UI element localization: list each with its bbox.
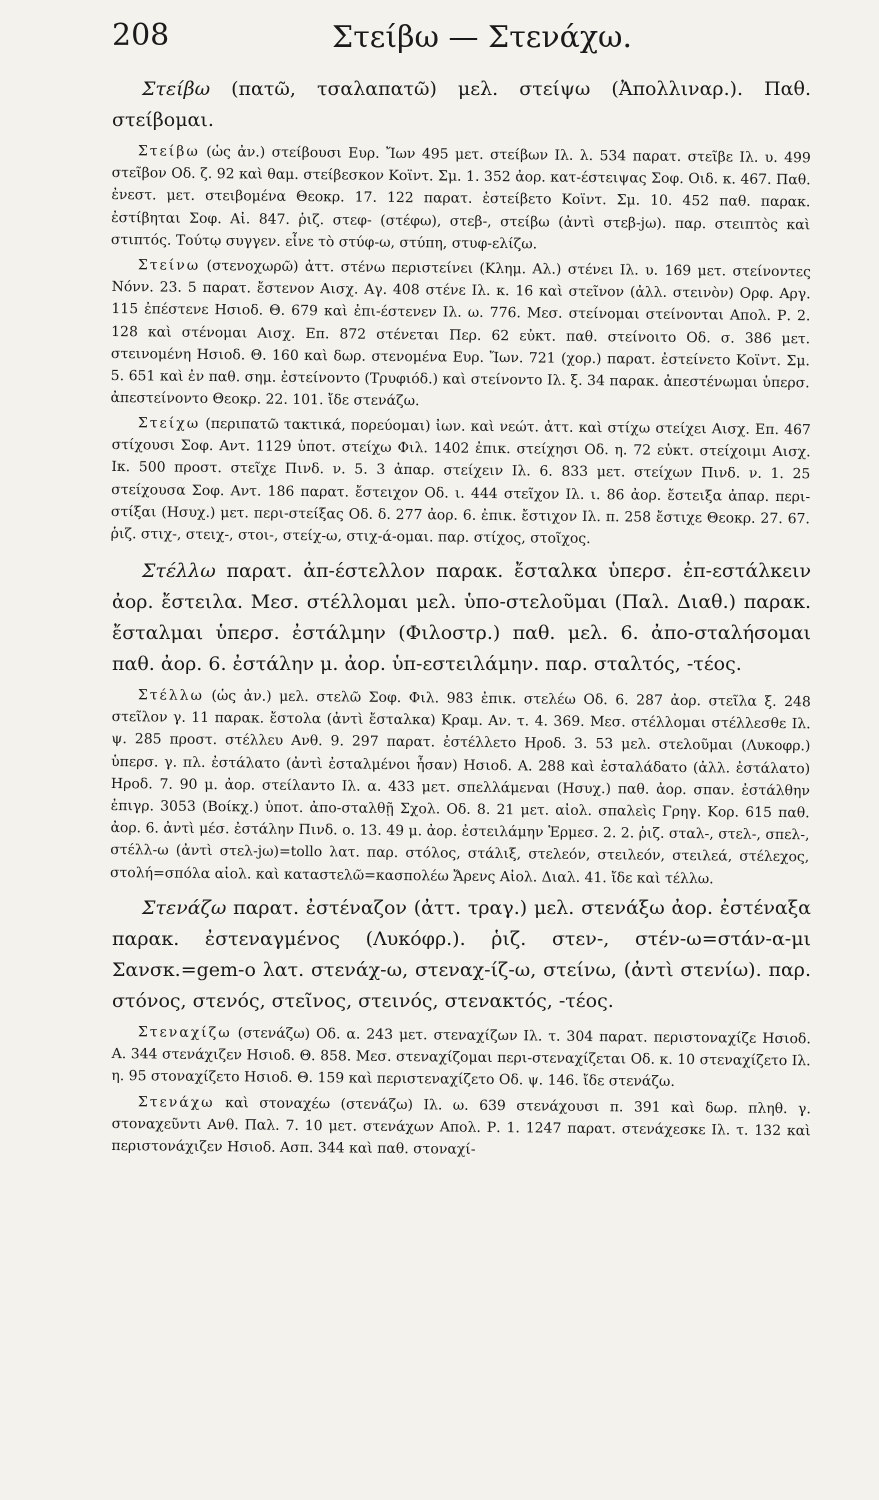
running-head <box>112 18 811 74</box>
sub-text: (ὡς ἀν.) στείβουσι Ευρ. Ἴων 495 μετ. στείβων Ιλ. λ. 534 παρατ. στεῖβε Ιλ. υ. 499 στεῖβον Οδ. ζ. 92 καὶ θαμ. στείβεσκον Κοϊντ. Σμ. 1. 352 ἀορ. κατ-έστειψας Σοφ. Οιδ. κ. 467. Παθ. ἐνεστ. μετ. στειβομένα Θεοκρ. 17. 122 παρατ. ἐστείβετο Κοϊντ. Σμ. 10. 452 παθ. παρακ. ἐστίβηται Σοφ. Αἰ. 847. ῥιζ. στεφ- (στέφω), στεβ-, στείβω (ἀντὶ στεβ-jω). παρ. στειπτὸς καὶ στιπτός. Τούτῳ συγγεν. εἶνε τὸ στύφ-ω, στύπη, στυφ-ελίζω. <box>110 143 811 253</box>
sub-entry <box>110 684 811 891</box>
headword-text: παρατ. ἐστέναζον (ἀττ. τραγ.) μελ. στενάξω ἀορ. ἐστέναξα παρακ. ἐστεναγμένος (Λυκόφρ.). ῥιζ. στεν-, στέν-ω=στάν-α-μι Σανσκ.=gem-o λατ. στενάχ-ω, στεναχ-ίζ-ω, στείνω, (ἀντὶ στενίω). παρ. στόνος, στενός, στεῖνος, στεινός, στενακτός, -τέος. <box>112 897 811 1013</box>
sub-lemma: Στεναχίζω <box>137 1024 232 1042</box>
sub-lemma: Στέλλω <box>137 686 205 704</box>
running-title: Στείβω — Στενάχω. <box>332 20 633 55</box>
sub-text: καὶ στοναχέω (στενάζω) Ιλ. ω. 639 στενάχουσι π. 391 καὶ δωρ. πληθ. γ. στοναχεῦντι Ανθ. Παλ. 7. 10 μετ. στενάχων Απολ. Ρ. 1. 1247 παρατ. στενάχεσκε Ιλ. τ. 132 καὶ περιστονάχιζεν Ησιοδ. Ασπ. 344 καὶ παθ. στοναχί- <box>111 1095 811 1159</box>
headword-paragraph <box>112 556 811 680</box>
headword-text: παρατ. ἀπ-έστελλον παρακ. ἔσταλκα ὑπερσ. ἐπ-εστάλκειν ἀορ. ἔστειλα. Μεσ. στέλλομαι μελ. ὑπο-στελοῦμαι (Παλ. Διαθ.) παρακ. ἔσταλμαι ὑπερσ. ἐστάλμην (Φιλοστρ.) παθ. μελ. 6. ἀπο-σταλήσομαι παθ. ἀορ. 6. ἐστάλην μ. ἀορ. ὑπ-εστειλάμην. παρ. σταλτός, -τέος. <box>112 559 811 675</box>
headword-paragraph <box>112 74 811 136</box>
sub-lemma: Στενάχω <box>137 1094 215 1112</box>
sub-text: (στενοχωρῶ) ἀττ. στένω περιστείνει (Κλημ. Αλ.) στένει Ιλ. υ. 169 μετ. στείνοντες Νόνν. 23. 5 παρατ. ἔστενον Αισχ. Αγ. 408 στένε Ιλ. κ. 16 καὶ στεῖνον (ἀλλ. στεινὸν) Ορφ. Αργ. 115 ἐπέστενε Ησιοδ. Θ. 679 καὶ ἐπι-έστενεν Ιλ. ω. 776. Μεσ. στείνομαι στείνονται Απολ. Ρ. 2. 128 καὶ στένομαι Αισχ. Επ. 872 στένεται Περ. 62 εὐκτ. παθ. στείνοιτο Οδ. σ. 386 μετ. στεινομένη Ησιοδ. Θ. 160 καὶ δωρ. στενομένα Ευρ. Ἴων. 721 (χορ.) παρατ. ἐστείνετο Κοϊντ. Σμ. 5. 651 καὶ ἐν παθ. σημ. ἐστείνοντο (Τρυφιόδ.) καὶ στείνοντο Ιλ. ξ. 34 παρακ. ἀπεστένωμαι ὑπερσ. ἀπεστείνοντο Θεοκρ. 22. 101. ἴδε στενάζω. <box>110 257 811 410</box>
entry-stenazo <box>112 893 811 1157</box>
entry-stello <box>109 556 811 887</box>
page-number: 208 <box>112 18 170 53</box>
sub-entry <box>111 1021 811 1095</box>
headword: Στείβω <box>142 78 211 100</box>
headword: Στενάζω <box>142 897 227 920</box>
sub-text: (στενάζω) Οδ. α. 243 μετ. στεναχίζων Ιλ. τ. 304 παρατ. περιστοναχίζε Ησιοδ. Α. 344 στενάχιζεν Ησιοδ. Θ. 858. Μεσ. στεναχίζομαι περι-στεναχίζεται Οδ. κ. 10 στεναχίζετο Ιλ. η. 95 στοναχίζετο Ησιοδ. Θ. 159 καὶ περιστεναχίζετο Οδ. ψ. 146. ἴδε στενάζω. <box>111 1025 811 1091</box>
sub-text: (ὡς ἀν.) μελ. στελῶ Σοφ. Φιλ. 983 ἐπικ. στελέω Οδ. 6. 287 ἀορ. στεῖλα ξ. 248 στεῖλον γ. 11 παρακ. ἔστολα (ἀντὶ ἔσταλκα) Κραμ. Αν. τ. 4. 369. Μεσ. στέλλομαι στέλλεσθε Ιλ. ψ. 285 προστ. στέλλευ Ανθ. 9. 297 παρατ. ἐστέλλετο Ηροδ. 3. 53 μελ. στελοῦμαι (Λυκοφρ.) ὑπερσ. γ. πλ. ἐστάλατο (ἀντὶ ἐσταλμένοι ἦσαν) Ησιοδ. Α. 288 καὶ ἐσταλάδατο (ἀλλ. ἐστάλατο) Ηροδ. 7. 90 μ. ἀορ. στείλαντο Ιλ. α. 433 μετ. σπελλάμεναι (Ησυχ.) παθ. ἀορ. σπαν. ἐστάλθην ἐπιγρ. 3053 (Βοίκχ.) ὑποτ. ἀπο-σταλθῇ Σχολ. Οδ. 8. 21 μετ. αἰολ. σπαλεὶς Γρηγ. Κορ. 615 παθ. ἀορ. 6. ἀντὶ μέσ. ἐστάλην Πινδ. ο. 13. 49 μ. ἀορ. ἐστειλάμην Ἑρμεσ. 2. 2. ῥιζ. σταλ-, στελ-, σπελ-, στέλλ-ω (ἀντὶ στελ-jω)=tollo λατ. παρ. στόλος, στάλιξ, στελεόν, στειλεόν, στειλεά, στέλεχος, στολή=σπόλα αἰολ. καὶ καταστελῶ=κασπολέω Ἄρενς Αἰολ. Διαλ. 41. ἴδε καὶ τέλλω. <box>109 687 811 887</box>
entry-steibo <box>112 74 811 546</box>
headword-text: (πατῶ, τσαλαπατῶ) μελ. στείψω (Ἀπολλιναρ.). Παθ. στείβομαι. <box>112 78 811 131</box>
sub-entry <box>111 412 811 553</box>
sub-lemma: Στείβω <box>137 143 200 160</box>
sub-text: (περιπατῶ τακτικά, πορεύομαι) ἰων. καὶ νεώτ. ἀττ. καὶ στίχω στείχει Αισχ. Επ. 467 στίχουσι Σοφ. Αντ. 1129 ὑποτ. στείχω Φιλ. 1402 ἐπικ. στείχησι Οδ. η. 72 εὐκτ. στείχοιμι Αισχ. Ικ. 500 προστ. στεῖχε Πινδ. ν. 5. 3 ἀπαρ. στείχειν Ιλ. 6. 833 μετ. στείχων Πινδ. ν. 1. 25 στείχουσα Σοφ. Αντ. 186 παρατ. ἔστειχον Οδ. ι. 444 στεῖχον Ιλ. ι. 86 ἀορ. ἔστειξα ἀπαρ. περι-στίξαι (Ησυχ.) μετ. περι-στείξας Οδ. δ. 277 ἀορ. 6. ἐπικ. ἔστιχον Ιλ. π. 258 ἔστιχε Θεοκρ. 27. 67. ῥιζ. στιχ-, στειχ-, στοι-, στείχ-ω, στιχ-ά-ομαι. παρ. στίχος, στοῖχος. <box>110 416 811 548</box>
headword: Στέλλω <box>142 559 216 582</box>
sub-lemma: Στείνω <box>137 257 201 274</box>
sub-entry <box>110 254 811 417</box>
sub-lemma: Στείχω <box>137 415 201 433</box>
headword-paragraph <box>112 893 811 1017</box>
sub-entry <box>111 140 811 258</box>
sub-entry <box>111 1091 811 1165</box>
